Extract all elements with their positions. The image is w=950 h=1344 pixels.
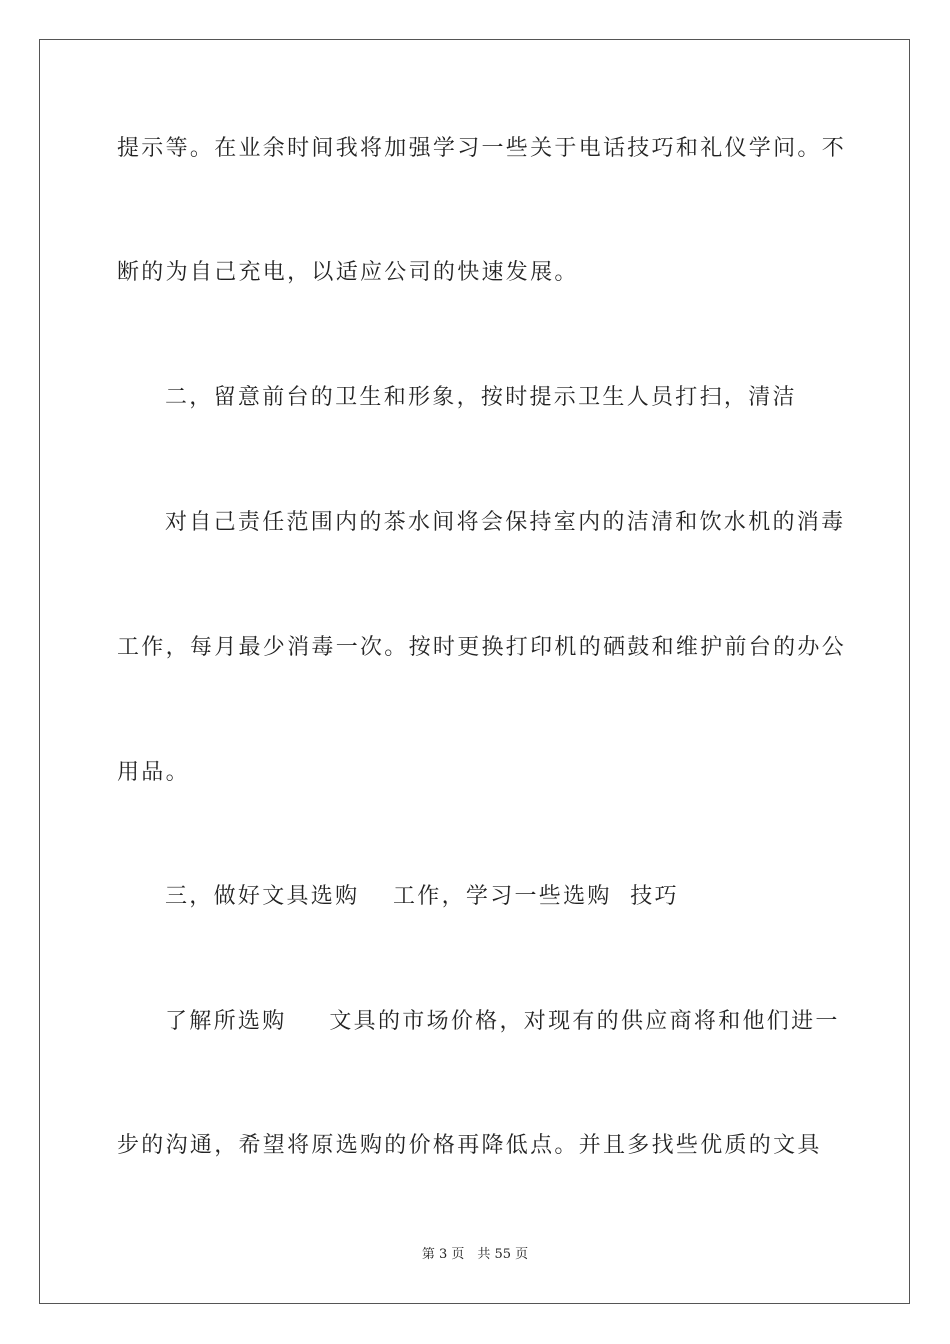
body-text-line-5: 工作，每月最少消毒一次。按时更换打印机的硒鼓和维护前台的办公 xyxy=(117,635,847,660)
body-text-line-8: 了解所选购 文具的市场价格，对现有的供应商将和他们进一 xyxy=(165,1009,840,1034)
section-two-heading: 二，留意前台的卫生和形象，按时提示卫生人员打扫，清洁 xyxy=(165,385,797,410)
body-text-line-4: 对自己责任范围内的茶水间将会保持室内的洁清和饮水机的消毒 xyxy=(165,510,846,535)
body-text-line-9: 步的沟通，希望将原选购的价格再降低点。并且多找些优质的文具 xyxy=(117,1133,822,1158)
body-text-line-6: 用品。 xyxy=(117,760,190,785)
section-three-heading: 三，做好文具选购 工作，学习一些选购 技巧 xyxy=(165,884,679,909)
body-text-line-2: 断的为自己充电，以适应公司的快速发展。 xyxy=(117,260,579,285)
body-text-line-1: 提示等。在业余时间我将加强学习一些关于电话技巧和礼仪学问。不 xyxy=(117,136,847,161)
page-number-footer: 第 3 页 共 55 页 xyxy=(421,1247,529,1262)
page-border xyxy=(39,39,910,1304)
